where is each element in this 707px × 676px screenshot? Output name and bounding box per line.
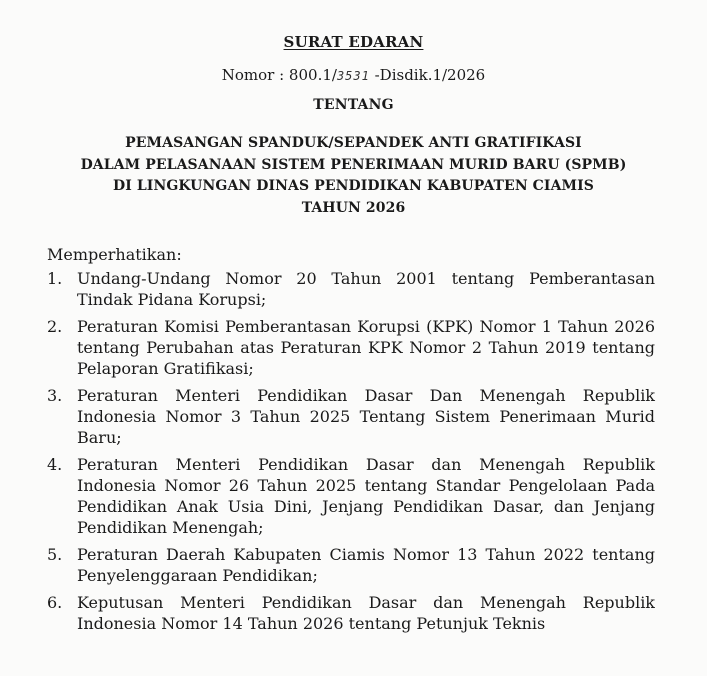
list-item-number: 3.	[47, 386, 63, 405]
list-item	[47, 268, 655, 310]
reference-list	[47, 268, 655, 640]
subject-block	[0, 133, 707, 219]
document-number	[0, 66, 707, 84]
list-item-text: Peraturan Menteri Pendidikan Dasar Dan Menengah Republik Indonesia Nomor 3 Tahun 2025 Tentang Sistem Penerimaan Murid Baru;	[77, 386, 655, 447]
subject-line: TAHUN 2026	[301, 199, 406, 216]
list-item	[47, 385, 655, 448]
list-item-text: Peraturan Daerah Kabupaten Ciamis Nomor 13 Tahun 2022 tentang Penyelenggaraan Pendidikan;	[77, 545, 655, 585]
list-item	[47, 592, 655, 634]
list-item-number: 4.	[47, 455, 63, 474]
list-item-number: 1.	[47, 269, 63, 288]
document-number-suffix: -Disdik.1/2026	[369, 66, 486, 84]
list-item	[47, 544, 655, 586]
subject-line: PEMASANGAN SPANDUK/SEPANDEK ANTI GRATIFIKASI	[125, 135, 582, 151]
list-item	[47, 316, 655, 379]
tentang-heading: TENTANG	[313, 97, 394, 113]
list-item-number: 2.	[47, 317, 63, 336]
document-number-prefix: Nomor : 800.1/	[221, 66, 337, 84]
list-item-text: Undang-Undang Nomor 20 Tahun 2001 tentang Pemberantasan Tindak Pidana Korupsi;	[77, 269, 655, 309]
list-item-text: Peraturan Menteri Pendidikan Dasar dan Menengah Republik Indonesia Nomor 26 Tahun 2025 tentang Standar Pengelolaan Pada Pendidikan Anak Usia Dini, Jenjang Pendidikan Dasar, dan Jenjang Pendidikan Menengah;	[77, 455, 655, 537]
list-item-text: Peraturan Komisi Pemberantasan Korupsi (KPK) Nomor 1 Tahun 2026 tentang Perubahan atas Peraturan KPK Nomor 2 Tahun 2019 tentang Pelaporan Gratifikasi;	[77, 317, 655, 378]
list-item-number: 5.	[47, 545, 63, 564]
handwritten-number: 3531	[336, 69, 370, 83]
subject-line: DALAM PELASANAAN SISTEM PENERIMAAN MURID BARU (SPMB)	[80, 156, 627, 173]
list-item	[47, 454, 655, 538]
list-item-text: Keputusan Menteri Pendidikan Dasar dan Menengah Republik Indonesia Nomor 14 Tahun 2026 tentang Petunjuk Teknis	[77, 593, 655, 633]
document-title: SURAT EDARAN	[283, 33, 424, 51]
intro-text: Memperhatikan:	[47, 245, 182, 264]
subject-line: DI LINGKUNGAN DINAS PENDIDIKAN KABUPATEN CIAMIS	[113, 178, 594, 194]
list-item-number: 6.	[47, 593, 63, 612]
